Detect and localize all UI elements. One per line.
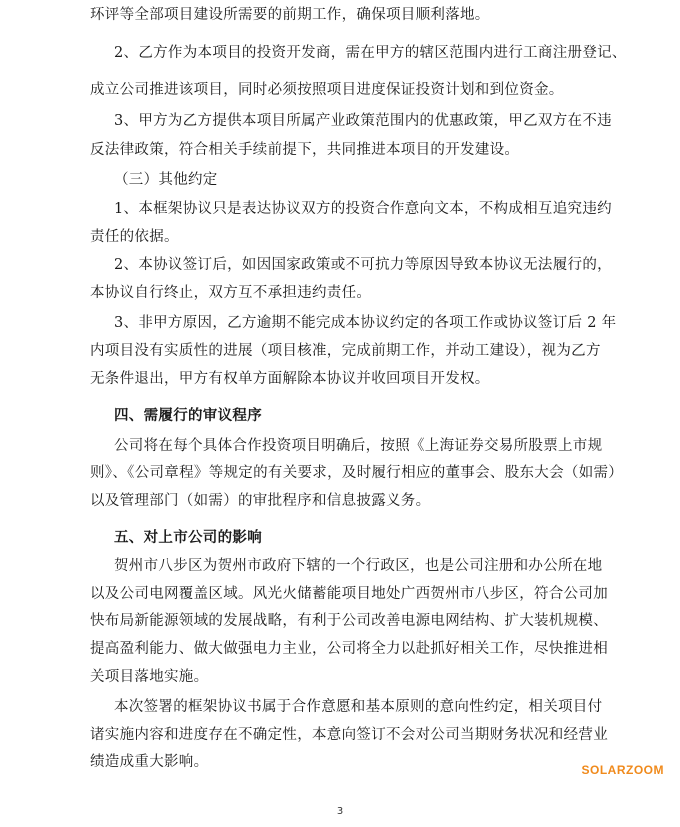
text-line: 提高盈利能力、做大做强电力主业，公司将全力以赴抓好相关工作，尽快推进相 [90, 641, 608, 657]
text-line: 1、本框架协议只是表达协议双方的投资合作意向文本，不构成相互追究违约 [114, 201, 612, 217]
text-line: 2、本协议签订后，如因国家政策或不可抗力等原因导致本协议无法履行的， [114, 257, 612, 273]
text-line: 本次签署的框架协议书属于合作意愿和基本原则的意向性约定，相关项目付 [114, 699, 603, 715]
section-heading-impact: 五、对上市公司的影响 [114, 530, 262, 546]
text-line: 以及公司电网覆盖区域。风光火储蓄能项目地处广西贺州市八步区，符合公司加 [90, 586, 608, 602]
text-line: 责任的依据。 [90, 229, 179, 245]
text-line: 2、乙方作为本项目的投资开发商，需在甲方的辖区范围内进行工商注册登记、 [114, 45, 627, 61]
text-line: 公司将在每个具体合作投资项目明确后，按照《上海证券交易所股票上市规 [114, 438, 603, 454]
solarzoom-watermark: SOLARZOOM [581, 763, 664, 777]
text-line: 快布局新能源领域的发展战略，有利于公司改善电源电网结构、扩大装机规模、 [90, 613, 608, 629]
text-line: 绩造成重大影响。 [90, 754, 209, 770]
text-line: 本协议自行终止，双方互不承担违约责任。 [90, 285, 372, 301]
text-line: 诸实施内容和进度存在不确定性，本意向签订不会对公司当期财务状况和经营业 [90, 727, 608, 743]
text-line: 关项目落地实施。 [90, 669, 209, 685]
text-line: 则》、《公司章程》等规定的有关要求，及时履行相应的董事会、股东大会（如需） [90, 465, 624, 481]
text-line: 环评等全部项目建设所需要的前期工作，确保项目顺利落地。 [90, 7, 490, 23]
text-line: 无条件退出，甲方有权单方面解除本协议并收回项目开发权。 [90, 371, 490, 387]
section-heading-review-procedure: 四、需履行的审议程序 [114, 408, 262, 424]
text-line: 反法律政策，符合相关手续前提下，共同推进本项目的开发建设。 [90, 142, 520, 158]
text-line: 3、甲方为乙方提供本项目所属产业政策范围内的优惠政策，甲乙双方在不违 [114, 113, 612, 129]
text-line: 成立公司推进该项目，同时必须按照项目进度保证投资计划和到位资金。 [90, 82, 564, 98]
text-line: 内项目没有实质性的进展（项目核准，完成前期工作，并动工建设），视为乙方 [90, 343, 601, 359]
page-number: 3 [336, 806, 344, 817]
text-line: 贺州市八步区为贺州市政府下辖的一个行政区，也是公司注册和办公所在地 [114, 558, 603, 574]
text-line: 以及管理部门（如需）的审批程序和信息披露义务。 [90, 493, 431, 509]
section-subheading: （三）其他约定 [114, 172, 218, 188]
text-line: 3、非甲方原因，乙方逾期不能完成本协议约定的各项工作或协议签订后 2 年 [114, 315, 617, 331]
